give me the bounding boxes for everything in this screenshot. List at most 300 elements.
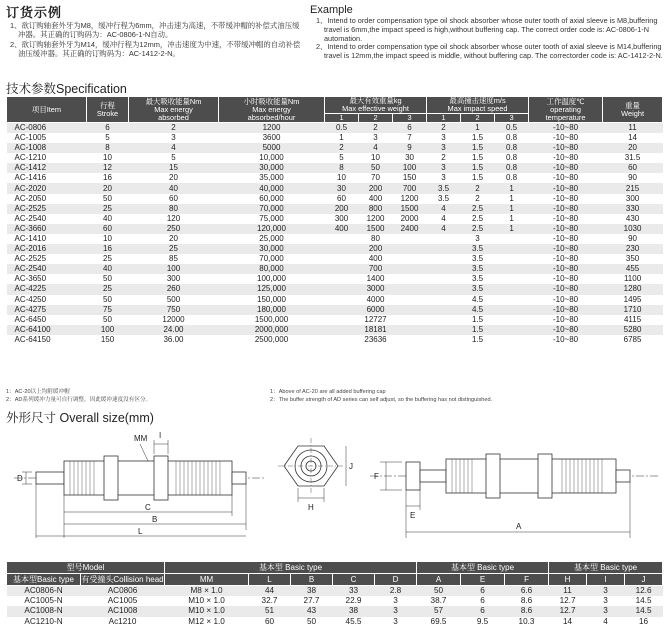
table-cell: 3.5: [461, 264, 495, 274]
order-title-zh: 订货示例: [6, 5, 63, 20]
table-cell: 12.6: [625, 586, 663, 597]
table-cell: 100: [87, 325, 129, 335]
table-cell: 1: [461, 123, 495, 134]
table-cell: 1: [495, 194, 529, 204]
table-cell: -10~80: [529, 305, 603, 315]
table-cell: 31.5: [603, 153, 663, 163]
table-cell: -10~80: [529, 325, 603, 335]
table-cell: 38: [291, 586, 333, 597]
table-cell: -10~80: [529, 224, 603, 234]
table-cell: 3.5: [461, 244, 495, 254]
table-cell: [495, 284, 529, 294]
table-cell: 8: [325, 163, 359, 173]
table-cell: [393, 295, 427, 305]
note-zh-2: 2：AD系列缓冲力量可自行调整，因此缓冲速度没有区分。: [6, 396, 152, 403]
table-cell: 260: [129, 284, 219, 294]
table-cell: [393, 284, 427, 294]
table-cell: 50: [417, 586, 461, 597]
table-cell: 120: [129, 214, 219, 224]
table-cell: 1: [495, 204, 529, 214]
table-cell: 3.5: [461, 284, 495, 294]
table-cell: 1.5: [461, 133, 495, 143]
table-cell: 1500: [393, 204, 427, 214]
table-cell: 80: [129, 204, 219, 214]
table-cell: 0.8: [495, 173, 529, 183]
table-cell: 3: [461, 234, 495, 244]
dim-label-e: E: [410, 511, 416, 520]
table-cell: 12.7: [549, 606, 587, 616]
basic-col-header: I: [587, 574, 625, 586]
table-cell: 40: [129, 183, 219, 193]
table-cell: 6: [393, 123, 427, 134]
table-cell: [427, 274, 461, 284]
note-en-1: 1：Above of AC-20 are all added buffering cap: [270, 389, 386, 395]
table-cell: 2: [461, 194, 495, 204]
table-row: [7, 173, 663, 183]
table-cell: 11: [603, 123, 663, 134]
table-cell: [393, 274, 427, 284]
order-item-en-1: 1、Intend to order compensation type oil shock absorber whose outer tooth of axial sleeve is M8,buffering travel is 6mm,the impact speed is high,without buffering cap. The correct order code is: AC-0806-1-N automation.: [316, 16, 658, 43]
table-cell: 3.5: [427, 194, 461, 204]
table-cell: [495, 335, 529, 345]
dim-label-mm: MM: [134, 434, 148, 443]
dim-label-d: D: [17, 474, 23, 483]
spec-header-energy-hour: 小时吸收能量Nm Max energy absorbed/hour: [219, 97, 325, 123]
table-cell: 700: [359, 264, 393, 274]
spec-table: [6, 96, 663, 345]
table-cell: AC1008: [81, 606, 165, 616]
table-cell: [427, 315, 461, 325]
spec-sub-header: 1: [325, 114, 359, 123]
table-cell: 1.5: [461, 315, 495, 325]
order-example-zh: [6, 2, 306, 59]
table-cell: 40: [87, 264, 129, 274]
table-cell: [325, 284, 359, 294]
table-cell: 125,000: [219, 284, 325, 294]
order-example-en: [310, 4, 665, 61]
table-cell: 14: [549, 617, 587, 627]
table-cell: 2: [129, 123, 219, 134]
end-view-drawing: [276, 436, 358, 520]
table-row: [7, 284, 663, 294]
table-cell: 11: [549, 586, 587, 597]
table-cell: 250: [129, 224, 219, 234]
table-row: [7, 234, 663, 244]
table-cell: 1.5: [461, 173, 495, 183]
table-cell: 14.5: [625, 606, 663, 616]
table-cell: 3: [427, 133, 461, 143]
table-row: [7, 133, 663, 143]
table-cell: -10~80: [529, 295, 603, 305]
table-cell: 10: [87, 153, 129, 163]
table-cell: [393, 315, 427, 325]
spec-header-item: 项目Item: [7, 97, 87, 123]
table-cell: 1: [495, 183, 529, 193]
table-cell: 23636: [359, 335, 393, 345]
spec-header-stroke: 行程 Stroke: [87, 97, 129, 123]
table-cell: 25: [87, 284, 129, 294]
table-cell: 4: [427, 224, 461, 234]
table-cell: 1.5: [461, 153, 495, 163]
spec-header-speed: 最高撞击速度m/s Max impact speed: [427, 97, 529, 114]
table-cell: 200: [359, 183, 393, 193]
basic-header-basic-2: 基本型 Basic type: [417, 562, 549, 574]
table-cell: 2.5: [461, 214, 495, 224]
table-cell: [495, 325, 529, 335]
table-cell: 2400: [393, 224, 427, 234]
table-cell: 4000: [359, 295, 393, 305]
table-cell: 1200: [393, 194, 427, 204]
table-cell: 750: [129, 305, 219, 315]
table-cell: 10: [359, 153, 393, 163]
table-cell: 1.5: [461, 163, 495, 173]
table-cell: AC-4275: [7, 305, 87, 315]
table-cell: -10~80: [529, 153, 603, 163]
table-cell: 32.7: [249, 596, 291, 606]
table-cell: 3: [359, 133, 393, 143]
table-cell: AC-3650: [7, 274, 87, 284]
table-cell: 90: [603, 173, 663, 183]
table-row: [7, 596, 663, 606]
basic-col-header: H: [549, 574, 587, 586]
table-cell: 300: [325, 214, 359, 224]
table-cell: 60: [129, 194, 219, 204]
table-cell: 10,000: [219, 153, 325, 163]
table-cell: 800: [359, 204, 393, 214]
table-cell: 12.7: [549, 596, 587, 606]
basic-col-header: A: [417, 574, 461, 586]
table-cell: 2.5: [461, 204, 495, 214]
table-cell: AC-4250: [7, 295, 87, 305]
table-cell: 35,000: [219, 173, 325, 183]
dim-label-l: L: [138, 527, 143, 536]
table-cell: 1500,000: [219, 315, 325, 325]
table-cell: 6785: [603, 335, 663, 345]
table-cell: 60: [249, 617, 291, 627]
table-row: [7, 617, 663, 627]
table-cell: 4: [359, 143, 393, 153]
order-item-zh-1: 1、欲订购轴套外牙为M8，缓冲行程为6mm，冲击速为高速，不带缓冲帽的补偿式油压缓冲器。其正确的订购码为：AC-0806-1-N自动。: [10, 21, 300, 40]
table-cell: 30: [393, 153, 427, 163]
spec-header-energy: 最大吸收能量Nm Max energy absorbed: [129, 97, 219, 123]
table-cell: 18181: [359, 325, 393, 335]
table-cell: 8.6: [505, 596, 549, 606]
spec-notes-en: [270, 389, 660, 404]
table-row: [7, 183, 663, 193]
dim-label-b: B: [152, 515, 158, 524]
table-cell: 500: [129, 295, 219, 305]
table-cell: 300: [129, 274, 219, 284]
table-cell: AC-2020: [7, 183, 87, 193]
table-row: [7, 295, 663, 305]
table-cell: [325, 254, 359, 264]
table-cell: AC-1416: [7, 173, 87, 183]
table-cell: AC-2540: [7, 264, 87, 274]
table-cell: 8: [87, 143, 129, 153]
table-cell: 27.7: [291, 596, 333, 606]
table-cell: 3.5: [461, 254, 495, 264]
table-cell: 43: [291, 606, 333, 616]
dim-label-a: A: [516, 522, 522, 531]
table-cell: [495, 254, 529, 264]
table-cell: 60: [603, 163, 663, 173]
table-row: [7, 153, 663, 163]
table-cell: [325, 315, 359, 325]
table-cell: [325, 244, 359, 254]
order-title-en: Example: [310, 4, 353, 16]
table-cell: 75,000: [219, 214, 325, 224]
order-item-zh-2: 2、欲订购轴套外牙为M14，缓冲行程为12mm，冲击速度为中速，不带缓冲帽的自动补偿油压缓冲器。其正确的订购码为：AC-1412-2-N。: [10, 39, 301, 59]
table-cell: 85: [129, 254, 219, 264]
table-cell: 3.5: [461, 274, 495, 284]
table-cell: AC0806: [81, 586, 165, 597]
table-cell: 2000: [393, 214, 427, 224]
table-cell: 4: [427, 204, 461, 214]
table-cell: 3600: [219, 133, 325, 143]
table-cell: M8 × 1.0: [165, 586, 249, 597]
table-cell: 7: [393, 133, 427, 143]
basic-col-header: MM: [165, 574, 249, 586]
table-cell: 215: [603, 183, 663, 193]
table-cell: 14.5: [625, 596, 663, 606]
table-cell: [325, 325, 359, 335]
table-cell: -10~80: [529, 315, 603, 325]
table-cell: 4.5: [461, 295, 495, 305]
table-cell: [495, 305, 529, 315]
table-cell: [393, 234, 427, 244]
table-cell: 0.8: [495, 163, 529, 173]
table-cell: 6: [461, 586, 505, 597]
table-cell: AC-2050: [7, 194, 87, 204]
table-cell: 30: [325, 183, 359, 193]
spec-header-weight-eff: 最大有效重量kg Max effective weight: [325, 97, 427, 114]
table-cell: 100: [129, 264, 219, 274]
table-cell: -10~80: [529, 264, 603, 274]
table-cell: [393, 254, 427, 264]
table-cell: -10~80: [529, 244, 603, 254]
table-cell: [325, 335, 359, 345]
basic-col-header: C: [333, 574, 375, 586]
table-cell: 10.3: [505, 617, 549, 627]
table-cell: -10~80: [529, 335, 603, 345]
table-row: [7, 123, 663, 134]
table-cell: 100: [393, 163, 427, 173]
table-cell: 150: [393, 173, 427, 183]
dim-label-h: H: [308, 503, 314, 512]
table-cell: [427, 244, 461, 254]
spec-sub-header: 2: [359, 114, 393, 123]
table-cell: 12: [87, 163, 129, 173]
table-cell: 230: [603, 244, 663, 254]
table-cell: -10~80: [529, 284, 603, 294]
table-cell: 3000: [359, 284, 393, 294]
table-row: [7, 264, 663, 274]
table-cell: 3: [427, 173, 461, 183]
table-cell: 3: [375, 617, 417, 627]
table-cell: 6: [461, 606, 505, 616]
table-cell: 70,000: [219, 204, 325, 214]
table-cell: 3: [375, 606, 417, 616]
table-cell: 1.5: [461, 143, 495, 153]
table-row: [7, 194, 663, 204]
basic-col-header: B: [291, 574, 333, 586]
table-cell: -10~80: [529, 123, 603, 134]
table-cell: 2: [427, 153, 461, 163]
table-cell: 25: [87, 204, 129, 214]
table-cell: AC-2016: [7, 244, 87, 254]
table-cell: 8.6: [505, 606, 549, 616]
table-cell: -10~80: [529, 173, 603, 183]
table-cell: AC-64100: [7, 325, 87, 335]
table-cell: 50: [359, 163, 393, 173]
table-cell: 25: [87, 254, 129, 264]
table-cell: [427, 264, 461, 274]
table-cell: 20: [129, 173, 219, 183]
table-cell: 50: [87, 194, 129, 204]
note-zh-1: 1：AC-20以上均附缓冲帽: [6, 389, 70, 395]
table-cell: 50: [87, 295, 129, 305]
table-cell: 25,000: [219, 234, 325, 244]
table-cell: [495, 244, 529, 254]
spec-sub-header: 3: [393, 114, 427, 123]
table-cell: 20: [87, 183, 129, 193]
table-cell: 25: [129, 244, 219, 254]
table-cell: 9.5: [461, 617, 505, 627]
table-cell: Ac1210: [81, 617, 165, 627]
table-cell: 330: [603, 204, 663, 214]
table-cell: 0.5: [495, 123, 529, 134]
table-cell: 6: [87, 123, 129, 134]
table-cell: [393, 305, 427, 315]
table-cell: 1495: [603, 295, 663, 305]
table-cell: 3: [375, 596, 417, 606]
table-cell: AC-2525: [7, 254, 87, 264]
spec-sub-header: 1: [427, 114, 461, 123]
table-row: [7, 163, 663, 173]
basic-header-basic-type: 基本型Basic type: [7, 574, 81, 586]
table-cell: [427, 284, 461, 294]
table-cell: 5: [129, 153, 219, 163]
table-cell: AC1008-N: [7, 606, 81, 616]
table-cell: AC1005: [81, 596, 165, 606]
dim-label-c: C: [145, 503, 151, 512]
basic-header-collision-head: 有受撞头Collision head: [81, 575, 164, 584]
table-cell: AC-1005: [7, 133, 87, 143]
table-cell: AC-0806: [7, 123, 87, 134]
table-cell: 10: [325, 173, 359, 183]
table-cell: 24.00: [129, 325, 219, 335]
table-cell: -10~80: [529, 163, 603, 173]
table-cell: -10~80: [529, 194, 603, 204]
table-cell: 4: [587, 617, 625, 627]
table-cell: AC1210-N: [7, 617, 81, 627]
table-cell: [427, 254, 461, 264]
table-cell: 15: [129, 163, 219, 173]
table-cell: [325, 274, 359, 284]
table-cell: 1200: [359, 214, 393, 224]
table-cell: 69.5: [417, 617, 461, 627]
table-row: [7, 586, 663, 597]
table-cell: 3: [587, 606, 625, 616]
table-cell: AC-1410: [7, 234, 87, 244]
table-cell: 2.8: [375, 586, 417, 597]
table-cell: -10~80: [529, 143, 603, 153]
table-cell: 2: [461, 183, 495, 193]
dim-label-i: I: [159, 431, 162, 440]
table-cell: 150: [87, 335, 129, 345]
basic-col-header: F: [505, 574, 549, 586]
table-cell: 1710: [603, 305, 663, 315]
table-cell: 3: [427, 143, 461, 153]
collision-head-view-drawing: [362, 426, 664, 546]
table-cell: -10~80: [529, 254, 603, 264]
table-cell: 16: [87, 173, 129, 183]
table-row: [7, 204, 663, 214]
table-cell: 2: [325, 143, 359, 153]
table-cell: [325, 264, 359, 274]
table-cell: 200: [359, 244, 393, 254]
dim-label-f: F: [374, 472, 379, 481]
basic-col-header: D: [375, 574, 417, 586]
spec-title: 技术参数Specification: [6, 82, 127, 96]
table-cell: 30,000: [219, 244, 325, 254]
table-cell: [495, 295, 529, 305]
table-cell: AC-1008: [7, 143, 87, 153]
table-cell: 90: [603, 234, 663, 244]
table-cell: AC-64150: [7, 335, 87, 345]
table-cell: 200: [325, 204, 359, 214]
table-cell: 50: [87, 315, 129, 325]
dim-label-j: J: [349, 462, 353, 471]
table-row: [7, 315, 663, 325]
table-cell: 350: [603, 254, 663, 264]
table-cell: [393, 244, 427, 254]
table-cell: 0.8: [495, 143, 529, 153]
table-cell: [495, 234, 529, 244]
table-cell: 12000: [129, 315, 219, 325]
table-row: [7, 325, 663, 335]
table-cell: 100,000: [219, 274, 325, 284]
table-cell: 1500: [359, 224, 393, 234]
table-cell: M10 × 1.0: [165, 596, 249, 606]
table-row: [7, 335, 663, 345]
table-cell: 16: [87, 244, 129, 254]
table-row: [7, 244, 663, 254]
table-cell: 50: [87, 274, 129, 284]
table-cell: 400: [359, 254, 393, 264]
spec-header-temp: 工作温度℃ operating temperature: [529, 97, 603, 123]
table-cell: 40: [87, 214, 129, 224]
table-cell: AC-1412: [7, 163, 87, 173]
table-cell: 4: [427, 214, 461, 224]
table-cell: 10: [87, 234, 129, 244]
spec-sub-header: 3: [495, 114, 529, 123]
basic-header-basic-1: 基本型 Basic type: [165, 562, 417, 574]
table-cell: -10~80: [529, 214, 603, 224]
table-cell: [495, 315, 529, 325]
table-row: [7, 214, 663, 224]
table-cell: M12 × 1.0: [165, 617, 249, 627]
table-cell: [325, 234, 359, 244]
table-cell: 2000,000: [219, 325, 325, 335]
spec-sub-header: 2: [461, 114, 495, 123]
table-cell: 51: [249, 606, 291, 616]
table-cell: [495, 264, 529, 274]
table-cell: 33: [333, 586, 375, 597]
table-cell: M10 × 1.0: [165, 606, 249, 616]
table-cell: 400: [325, 224, 359, 234]
table-cell: 12727: [359, 315, 393, 325]
